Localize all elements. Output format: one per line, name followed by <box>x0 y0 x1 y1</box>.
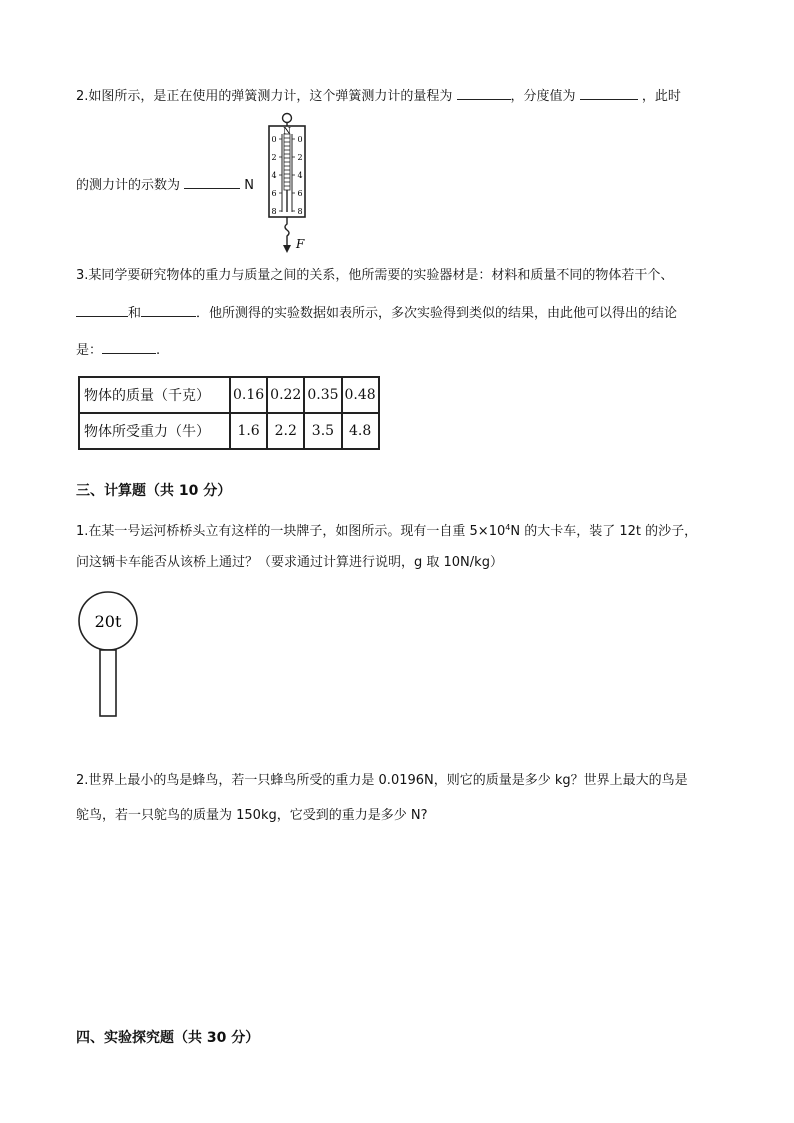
table-cell: 0.35 <box>304 377 341 413</box>
scale-unit-label: N <box>283 127 291 137</box>
s3-q1-text-b: N 的大卡车，装了 12t 的沙子， <box>510 524 698 539</box>
s3-q1-exponent: 4 <box>505 523 511 532</box>
table-cell: 4.8 <box>342 413 379 449</box>
q3-period: . <box>156 343 161 358</box>
q2-unit: N <box>240 178 254 193</box>
s3-q2-line1 <box>76 772 688 790</box>
q3-line1 <box>76 267 673 285</box>
q2-text-part1: 2.如图所示，是正在使用的弹簧测力计，这个弹簧测力计的量程为 <box>76 89 457 104</box>
spring-scale-figure <box>262 112 322 256</box>
q2-text-part3: ，此时 <box>637 89 681 104</box>
right-tick-label: 2 <box>297 153 303 162</box>
left-tick-label: 0 <box>271 135 277 144</box>
s3-q1-line2 <box>76 554 503 572</box>
q2-range-blank[interactable] <box>457 87 511 100</box>
right-tick-label: 0 <box>297 135 303 144</box>
table-cell: 1.6 <box>230 413 267 449</box>
q3-line1-text: 3.某同学要研究物体的重力与质量之间的关系，他所需要的实验器材是：材料和质量不同的物体若干个、 <box>76 268 674 283</box>
left-tick-label: 4 <box>271 171 277 180</box>
s3-q1-text-a: 1.在某一号运河桥桥头立有这样的一块牌子，如图所示。现有一自重 5×10 <box>76 524 506 539</box>
table-cell: 0.48 <box>342 377 379 413</box>
table-cell: 0.22 <box>267 377 304 413</box>
bottom-hook <box>285 217 289 246</box>
right-tick-label: 8 <box>297 207 303 216</box>
q2-line2-text: 的测力计的示数为 <box>76 178 185 193</box>
left-tick-label: 8 <box>271 207 277 216</box>
hook-ring <box>283 114 292 123</box>
row-label: 物体所受重力（牛） <box>79 413 230 449</box>
q3-and: 和 <box>128 306 142 321</box>
q2-reading-blank[interactable] <box>184 176 240 189</box>
left-tick-label: 2 <box>271 153 277 162</box>
q3-conclusion-blank[interactable] <box>102 341 156 354</box>
force-arrow-icon <box>283 245 291 253</box>
q3-equipment-blank-2[interactable] <box>141 304 196 317</box>
table-cell: 3.5 <box>304 413 341 449</box>
q3-line3-text: 是： <box>76 343 103 358</box>
mass-weight-table <box>78 376 380 450</box>
table-cell: 2.2 <box>267 413 304 449</box>
s3-q2-line2-text: 鸵鸟，若一只鸵鸟的质量为 150kg，它受到的重力是多少 N? <box>76 808 428 823</box>
table-row <box>79 377 379 413</box>
sign-text: 20t <box>94 612 122 631</box>
section4-heading: 四、实验探究题（共 30 分） <box>76 1030 260 1046</box>
q2-text-part2: ，分度值为 <box>510 89 580 104</box>
table-row <box>79 413 379 449</box>
sign-post <box>100 650 116 716</box>
row-label: 物体的质量（千克） <box>79 377 230 413</box>
s3-q2-line2 <box>76 807 427 825</box>
q2-line1 <box>76 87 681 106</box>
q3-equipment-blank-1[interactable] <box>76 304 128 317</box>
right-tick-label: 6 <box>297 189 303 198</box>
weight-limit-sign-figure <box>76 590 144 720</box>
q3-line2 <box>76 304 677 323</box>
s3-q2-line1-text: 2.世界上最小的鸟是蜂鸟，若一只蜂鸟所受的重力是 0.0196N，则它的质量是多少 kg？世界上最大的鸟是 <box>76 773 688 788</box>
table-cell: 0.16 <box>230 377 267 413</box>
right-tick-label: 4 <box>297 171 303 180</box>
section3-heading: 三、计算题（共 10 分） <box>76 483 232 499</box>
force-label: F <box>296 237 305 251</box>
q3-line3 <box>76 341 160 360</box>
q2-division-blank[interactable] <box>580 87 638 100</box>
left-tick-label: 6 <box>271 189 277 198</box>
q3-line2-text: ．他所测得的实验数据如表所示，多次实验得到类似的结果，由此他可以得出的结论 <box>196 306 678 321</box>
s3-q1-line1 <box>76 519 697 541</box>
s3-q1-line2-text: 问这辆卡车能否从该桥上通过？（要求通过计算进行说明，g 取 10N/kg） <box>76 555 503 570</box>
q2-line2 <box>76 176 254 195</box>
